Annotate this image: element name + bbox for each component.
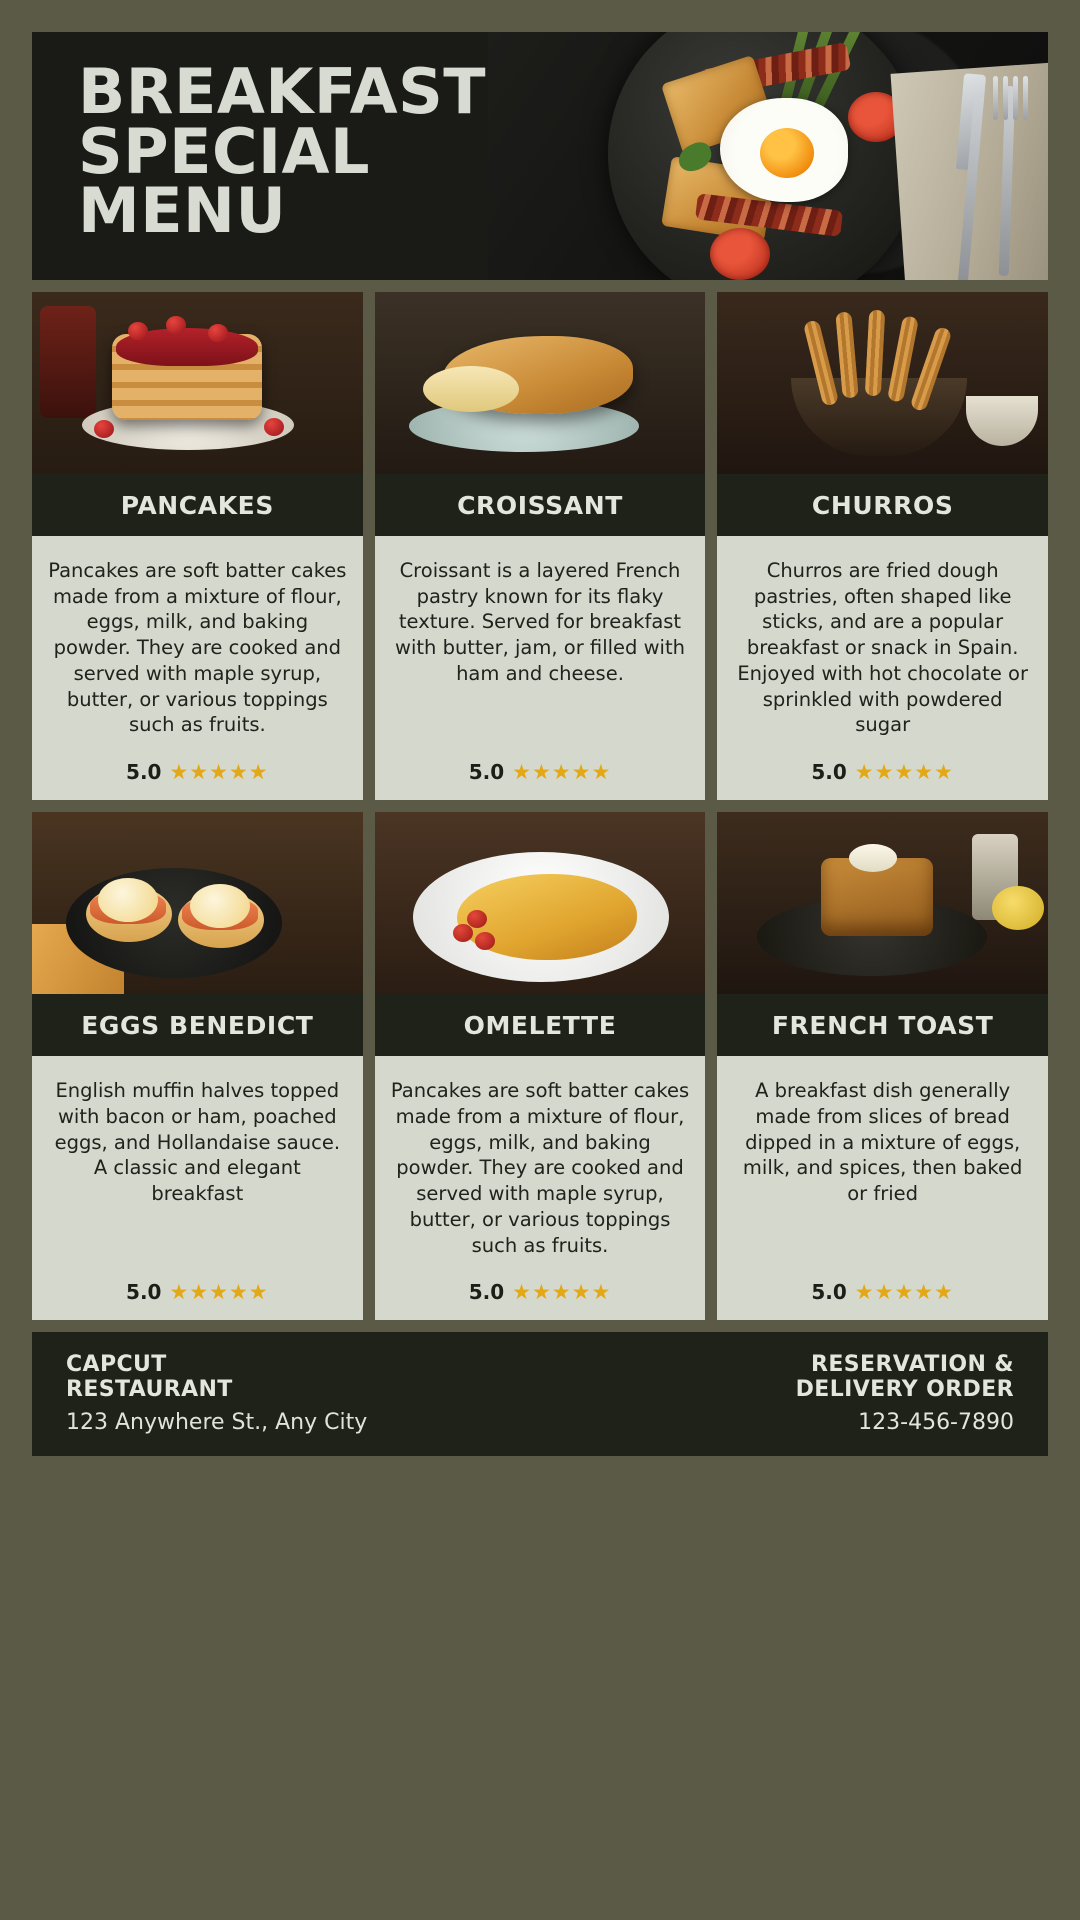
header-breakfast-photo	[488, 32, 1048, 280]
reservation-heading	[796, 1353, 1014, 1402]
brand-line-2: RESTAURANT	[66, 1376, 233, 1402]
item-name: CHURROS	[717, 474, 1048, 536]
strawberry	[128, 322, 148, 340]
french-toast-photo	[717, 812, 1048, 994]
item-name: FRENCH TOAST	[717, 994, 1048, 1056]
menu-item-card[interactable]	[717, 812, 1048, 1320]
item-name: EGGS BENEDICT	[32, 994, 363, 1056]
rating-score: 5.0	[811, 1280, 847, 1305]
tomato-half	[710, 228, 770, 280]
poached-egg	[98, 878, 158, 922]
fork-tine	[1023, 76, 1028, 120]
brand-line-1: CAPCUT	[66, 1352, 167, 1378]
pancakes-photo	[32, 292, 363, 474]
strawberry	[208, 324, 228, 342]
star-icons: ★★★★★	[854, 760, 954, 785]
item-rating	[391, 760, 690, 784]
egg-yolk	[760, 128, 814, 178]
rating-score: 5.0	[468, 760, 505, 785]
item-body	[717, 536, 1048, 800]
title-line-1: BREAKFAST	[78, 55, 487, 128]
menu-item-card[interactable]	[32, 292, 363, 800]
item-description: A breakfast dish generally made from slices of bread dipped in a mixture of eggs, milk, and spices, then baked or fried	[742, 1079, 1023, 1206]
item-rating	[391, 1280, 690, 1304]
chocolate-cup	[966, 396, 1038, 446]
syrup-jar	[40, 306, 96, 418]
fork-tine	[993, 76, 998, 120]
title-line-3: MENU	[78, 174, 287, 248]
footer-brand-block	[66, 1353, 367, 1435]
tomato-slice	[453, 924, 473, 942]
item-name: OMELETTE	[375, 994, 706, 1056]
fork-tine	[1003, 76, 1008, 120]
star-icons: ★★★★★	[854, 1280, 954, 1305]
strawberry	[264, 418, 284, 436]
omelette-photo	[375, 812, 706, 994]
rating-score: 5.0	[126, 760, 162, 785]
tomato-slice	[475, 932, 495, 950]
item-rating	[48, 760, 347, 784]
menu-grid	[32, 292, 1048, 1320]
lemon-slice	[992, 886, 1044, 930]
item-body	[32, 1056, 363, 1320]
croissant-photo	[375, 292, 706, 474]
star-icons: ★★★★★	[512, 1280, 612, 1305]
item-description: Croissant is a layered French pastry known for its flaky texture. Served for breakfast with butter, jam, or filled with ham and cheese.	[395, 559, 685, 685]
poached-egg	[190, 884, 250, 928]
strawberry	[94, 420, 114, 438]
title-line-2: SPECIAL	[78, 114, 371, 188]
menu-item-card[interactable]	[375, 812, 706, 1320]
cta-line-1: RESERVATION &	[811, 1352, 1014, 1378]
item-description: Pancakes are soft batter cakes made from a mixture of flour, eggs, milk, and baking powder. They are cooked and served with maple syrup, butter, or various toppings such as fruits.	[48, 559, 347, 737]
fork-tine	[1013, 76, 1018, 120]
star-icons: ★★★★★	[512, 760, 612, 785]
star-icons: ★★★★★	[169, 1280, 269, 1305]
churros-photo	[717, 292, 1048, 474]
item-name: CROISSANT	[375, 474, 706, 536]
item-body	[717, 1056, 1048, 1320]
rating-score: 5.0	[468, 1280, 505, 1305]
item-rating	[48, 1280, 347, 1304]
menu-item-card[interactable]	[32, 812, 363, 1320]
rating-score: 5.0	[811, 760, 847, 785]
item-rating	[733, 1280, 1032, 1304]
poster-footer	[32, 1332, 1048, 1456]
item-body	[375, 536, 706, 800]
item-name: PANCAKES	[32, 474, 363, 536]
item-description: Churros are fried dough pastries, often shaped like sticks, and are a popular breakfast or snack in Spain. Enjoyed with hot chocolate or sprinkled with powdered sugar	[737, 559, 1028, 737]
page-title	[78, 55, 487, 248]
menu-item-card[interactable]	[717, 292, 1048, 800]
menu-item-card[interactable]	[375, 292, 706, 800]
strawberry	[166, 316, 186, 334]
item-description: Pancakes are soft batter cakes made from a mixture of flour, eggs, milk, and baking powder. They are cooked and served with maple syrup, butter, or various toppings such as fruits.	[390, 1079, 690, 1257]
item-description: English muffin halves topped with bacon or ham, poached eggs, and Hollandaise sauce. A classic and elegant breakfast	[54, 1079, 341, 1206]
star-icons: ★★★★★	[169, 760, 269, 785]
eggs-benedict-photo	[32, 812, 363, 994]
footer-contact-block	[796, 1353, 1014, 1435]
cta-line-2: DELIVERY ORDER	[795, 1376, 1014, 1402]
brand-name	[66, 1353, 367, 1402]
item-body	[32, 536, 363, 800]
rating-score: 5.0	[126, 1280, 162, 1305]
cream-filling	[423, 366, 519, 412]
phone-number[interactable]: 123-456-7890	[858, 1410, 1014, 1436]
item-body	[375, 1056, 706, 1320]
tomato-slice	[467, 910, 487, 928]
address-text: 123 Anywhere St., Any City	[66, 1410, 368, 1436]
poster-header	[32, 32, 1048, 280]
item-rating	[733, 760, 1032, 784]
